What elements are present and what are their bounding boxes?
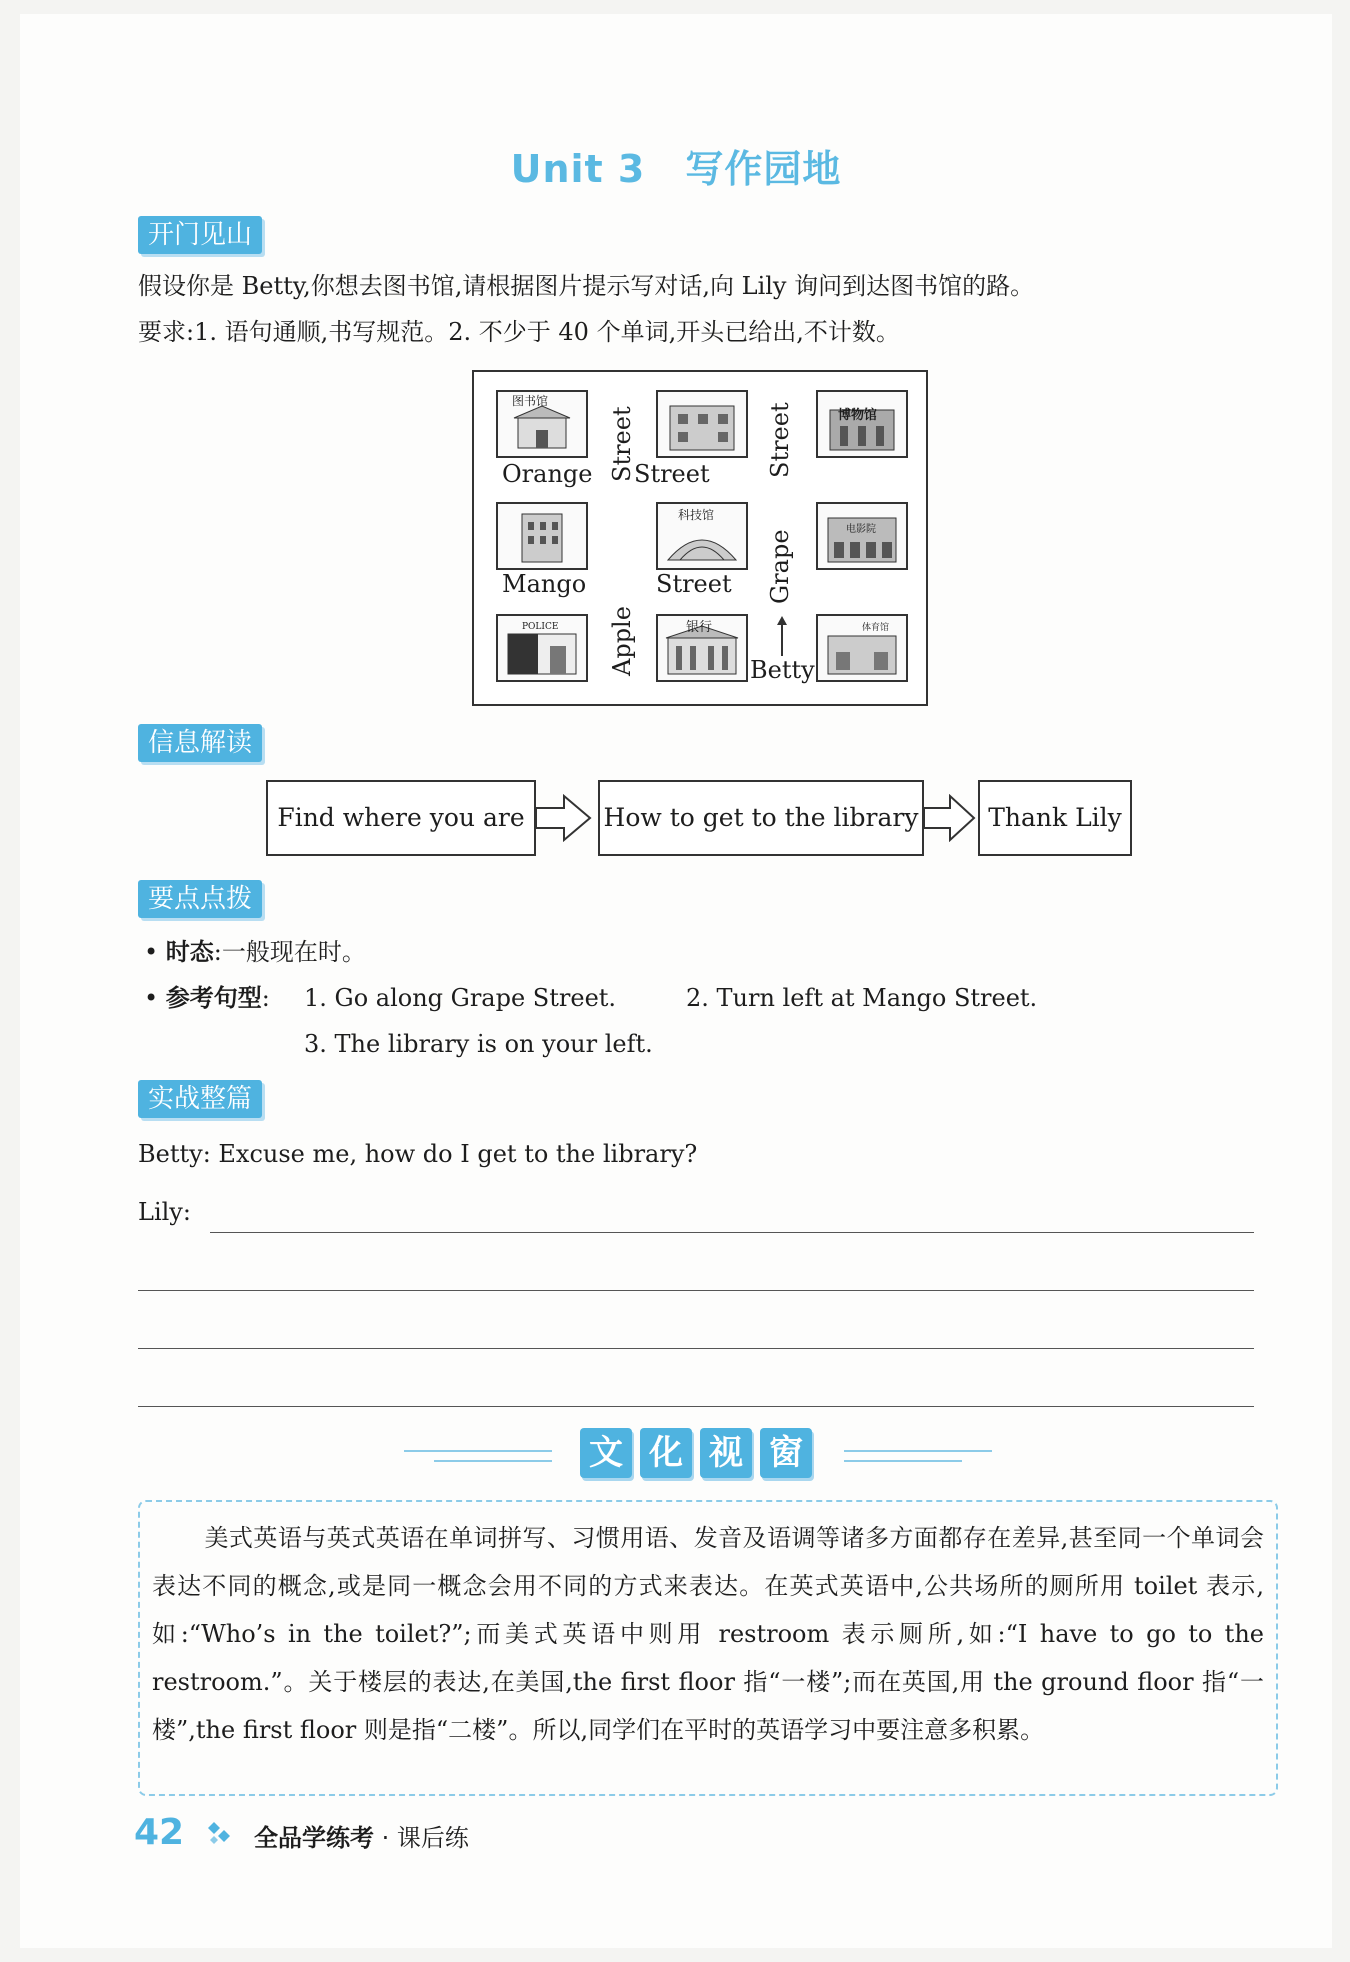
culture-text: 美式英语与英式英语在单词拼写、习惯用语、发音及语调等诸多方面都存在差异,甚至同一个单词会表达不同的概念,或是同一概念会用不同的方式来表达。在英式英语中,公共场所的厕所用 toilet 表示,如:“Who’s in the toilet?”;而美式英语中则用 restroom 表示厕所,如:“I have to go to the restroom.”。关于楼层的表达,在美国,the first floor 指“一楼”;而在英国,用 the ground floor 指“一楼”,the first floor 则是指“二楼”。所以,同学们在平时的英语学习中要注意多积累。 [152, 1524, 1264, 1744]
bank-building-icon [656, 614, 748, 682]
dialogue-betty: Betty: Excuse me, how do I get to the library? [138, 1140, 698, 1168]
footer-book-name: 全品学练考 [254, 1824, 374, 1852]
gym-sign: 体育馆 [862, 623, 890, 633]
culture-deco-right [844, 1450, 992, 1452]
culture-heading [580, 1428, 820, 1478]
tense-label: 时态 [165, 938, 214, 966]
tower-building-icon [496, 502, 588, 570]
culture-deco-left-2 [434, 1460, 552, 1462]
flow-arrow-2-icon [922, 794, 978, 846]
diamond-icon [206, 1820, 234, 1852]
apple-label: Apple [608, 606, 636, 676]
answer-line-2[interactable] [138, 1290, 1254, 1291]
tense-value: :一般现在时。 [213, 938, 366, 966]
culture-box [138, 1500, 1278, 1796]
footer-series: 课后练 [396, 1824, 469, 1852]
bank-sign: 银行 [686, 620, 713, 635]
flow-arrow-1-icon [534, 794, 594, 846]
section-tag-points: 要点点拨 [138, 880, 262, 918]
section-tag-info: 信息解读 [138, 724, 262, 762]
flow-step-thank: Thank Lily [978, 780, 1132, 856]
pattern-2: 2. Turn left at Mango Street. [686, 984, 1038, 1012]
pattern-label: 参考句型 [165, 984, 262, 1012]
culture-heading-char: 文 [580, 1428, 632, 1478]
building-icon [656, 390, 748, 458]
culture-heading-char: 视 [700, 1428, 752, 1478]
street-vertical-left-label: Street [608, 406, 636, 482]
library-building-icon [496, 390, 588, 458]
pattern-3: 3. The library is on your left. [304, 1030, 653, 1058]
culture-heading-char: 化 [640, 1428, 692, 1478]
pattern-point: • 参考句型: [144, 984, 270, 1012]
section-tag-open: 开门见山 [138, 216, 262, 254]
flow-step-find: Find where you are [266, 780, 536, 856]
cinema-building-icon [816, 502, 908, 570]
museum-sign: 博物馆 [838, 408, 878, 423]
title-unit: Unit 3 [510, 147, 646, 191]
street-mid-label: Street [656, 570, 732, 598]
grape-label: Grape [766, 529, 794, 604]
dialogue-lily: Lily: [138, 1198, 191, 1226]
street-vertical-right-label: Street [766, 402, 794, 478]
museum-building-icon [816, 390, 908, 458]
prompt-line-2: 要求:1. 语句通顺,书写规范。2. 不少于 40 个单词,开头已给出,不计数。 [138, 318, 900, 346]
street-map [472, 370, 928, 706]
title-section: 写作园地 [685, 147, 842, 191]
footer-book [254, 1818, 469, 1853]
answer-line-4[interactable] [138, 1406, 1254, 1407]
worksheet-page [20, 14, 1332, 1948]
culture-heading-char: 窗 [760, 1428, 812, 1478]
gym-building-icon [816, 614, 908, 682]
answer-line-3[interactable] [138, 1348, 1254, 1349]
answer-line-1[interactable] [210, 1232, 1254, 1233]
culture-paragraph [152, 1514, 1264, 1754]
culture-deco-left [404, 1450, 552, 1452]
police-station-building-icon [496, 614, 588, 682]
prompt-line-1: 假设你是 Betty,你想去图书馆,请根据图片提示写对话,向 Lily 询问到达图书馆的路。 [138, 272, 1035, 300]
library-sign: 图书馆 [512, 394, 549, 408]
page-number: 42 [134, 1812, 185, 1853]
science-museum-sign: 科技馆 [678, 508, 715, 522]
section-tag-practice: 实战整篇 [138, 1080, 262, 1118]
mango-label: Mango [502, 570, 587, 598]
orange-label: Orange [502, 460, 593, 488]
page-title [20, 138, 1332, 193]
betty-label: Betty [750, 656, 815, 684]
flow-step-route: How to get to the library [598, 780, 924, 856]
street-top-label: Street [634, 460, 710, 488]
tense-point: • 时态:一般现在时。 [144, 938, 366, 966]
pattern-colon: : [261, 984, 270, 1012]
culture-deco-right-2 [844, 1460, 962, 1462]
footer-dot: · [381, 1824, 390, 1852]
cinema-sign: 电影院 [846, 524, 876, 535]
science-museum-building-icon [656, 502, 748, 570]
police-sign: POLICE [522, 622, 559, 632]
pattern-1: 1. Go along Grape Street. [304, 984, 617, 1012]
